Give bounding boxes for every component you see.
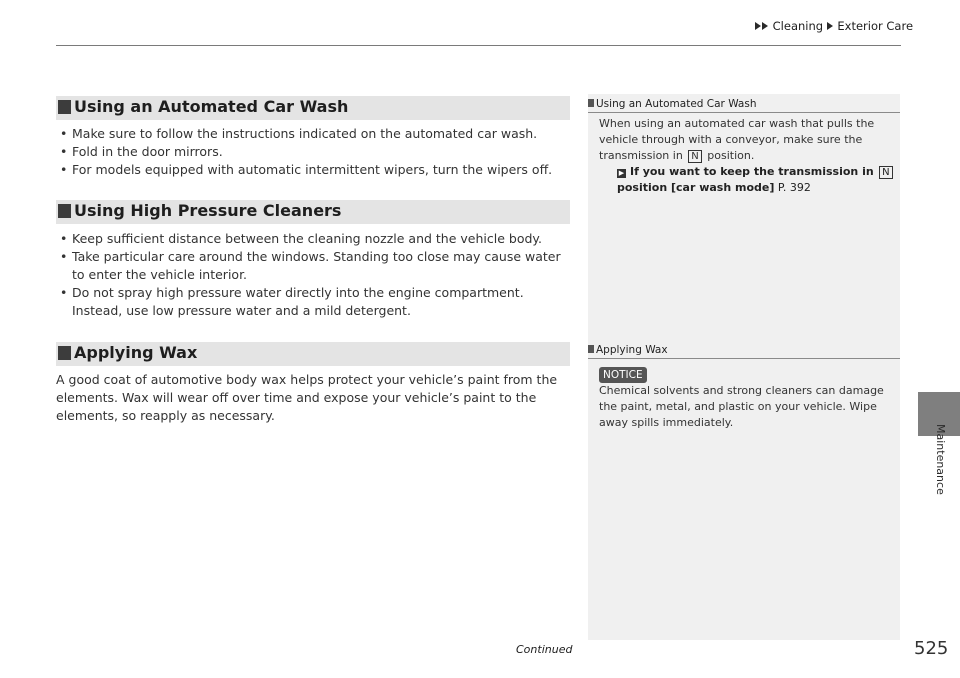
xref-text: If you want to keep the transmission in [630,165,874,178]
note-marker-icon [588,345,594,353]
car-wash-bullet-list [60,125,574,179]
section-heading-wax [56,342,570,366]
list-item: • For models equipped with automatic intermittent wipers, turn the wipers off. [60,161,574,179]
section-heading-high-pressure [56,200,570,224]
list-item: • Do not spray high pressure water directly into the engine compartment. Instead, use low pressure water and a mild detergent. [60,284,574,320]
note-title-text: Applying Wax [596,344,668,356]
gear-n-key: N [688,150,701,163]
section-heading-text: Applying Wax [74,343,198,362]
note-text-wax: Chemical solvents and strong cleaners can damage the paint, metal, and plastic on your vehicle. Wipe away spills immediately. [599,384,884,429]
note-title-car-wash [588,97,756,111]
page-number: 525 [914,638,949,659]
note-title-wax [588,343,668,357]
section-square-icon [58,204,71,218]
chapter-tab-label: Maintenance [934,424,947,495]
continued-label: Continued [516,643,573,656]
list-item: • Make sure to follow the instructions indicated on the automated car wash. [60,125,574,143]
xref-bold-text: position [car wash mode] [617,181,775,194]
list-item: • Fold in the door mirrors. [60,143,574,161]
breadcrumb-item-cleaning[interactable]: Cleaning [772,19,824,33]
breadcrumb [755,19,913,33]
list-item: • Keep sufficient distance between the cleaning nozzle and the vehicle body. [60,230,574,248]
note-text-part: When using an automated car wash that pulls the vehicle through with a conveyor, make sure the transmission in [599,117,875,162]
breadcrumb-arrow-icon [827,22,833,30]
cross-reference-link[interactable] [617,164,897,196]
high-pressure-bullet-list [60,230,574,320]
section-heading-text: Using High Pressure Cleaners [74,201,342,220]
gear-n-key: N [879,166,892,179]
section-heading-car-wash [56,96,570,120]
section-heading-text: Using an Automated Car Wash [74,97,349,116]
section-square-icon [58,346,71,360]
xref-page: P. 392 [777,181,811,194]
breadcrumb-item-exterior-care[interactable]: Exterior Care [837,19,914,33]
note-title-text: Using an Automated Car Wash [596,98,757,110]
breadcrumb-arrow-icon [755,22,761,30]
note-marker-icon [588,99,594,107]
note-text-part: position. [707,149,755,162]
note-rule [588,358,900,359]
wax-paragraph: A good coat of automotive body wax helps protect your vehicle’s paint from the elements. Wax will wear off over time and expose your vehicle’s paint to the elements, so reapply as necessary. [56,372,558,423]
note-text-car-wash [599,116,891,164]
breadcrumb-arrow-icon [762,22,768,30]
list-item: • Take particular care around the windows. Standing too close may cause water to enter the vehicle interior. [60,248,574,284]
notice-badge: NOTICE [599,367,647,383]
section-square-icon [58,100,71,114]
header-rule [56,45,901,46]
note-rule [588,112,900,113]
reference-arrow-icon: ▶ [618,169,625,177]
